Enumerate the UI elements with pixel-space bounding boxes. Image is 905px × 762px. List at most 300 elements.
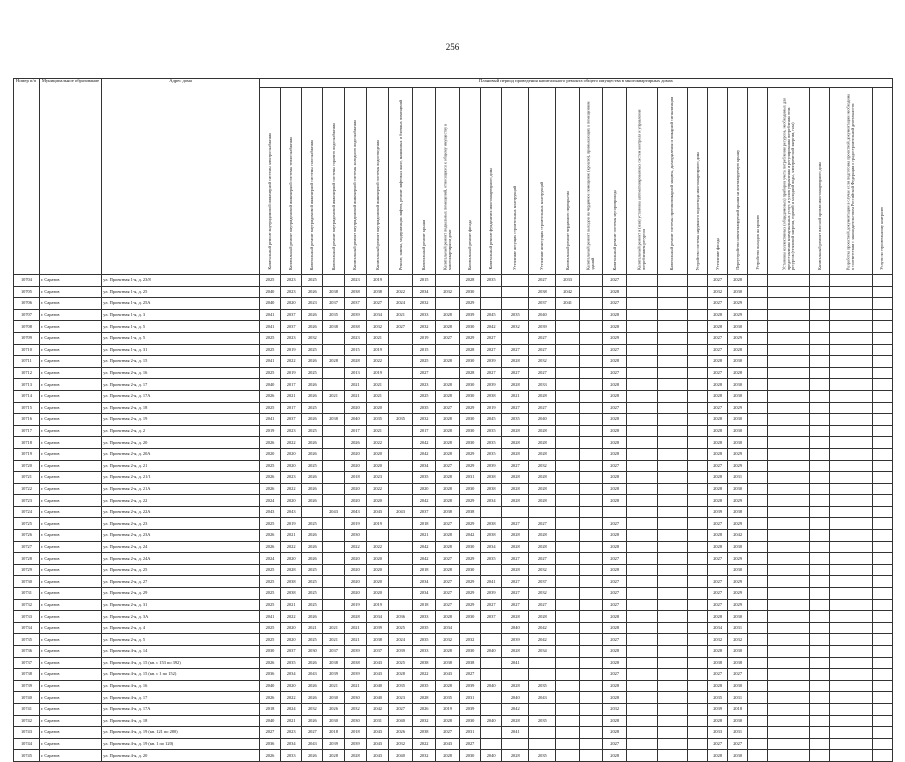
cell-year: 2042 xyxy=(366,703,388,715)
cell-year xyxy=(657,448,688,460)
cell-year: 2025 xyxy=(302,576,323,588)
cell-year xyxy=(830,669,872,681)
cell-year: 2030 xyxy=(728,715,748,727)
cell-year xyxy=(830,692,872,704)
cell-address: ул. Проектная 2-я, д. 18 xyxy=(102,402,260,414)
cell-year xyxy=(389,448,413,460)
cell-year: 2028 xyxy=(502,541,529,553)
cell-year xyxy=(603,506,627,518)
header-address: Адрес дома xyxy=(102,79,260,275)
cell-year xyxy=(657,611,688,623)
cell-year xyxy=(688,541,708,553)
cell-number: 10745 xyxy=(14,750,40,762)
cell-year xyxy=(688,367,708,379)
cell-year xyxy=(657,402,688,414)
cell-year xyxy=(556,553,580,565)
cell-year: 2035 xyxy=(529,715,556,727)
cell-year: 2030 xyxy=(459,611,480,623)
table-row xyxy=(14,379,893,391)
cell-year xyxy=(768,298,810,310)
cell-year: 2028 xyxy=(603,379,627,391)
cell-year: 2030 xyxy=(459,715,480,727)
cell-year xyxy=(626,425,657,437)
cell-year: 2030 xyxy=(728,680,748,692)
cell-year: 2036 xyxy=(389,611,413,623)
cell-year xyxy=(389,541,413,553)
cell-year xyxy=(389,390,413,402)
cell-year: 2039 xyxy=(529,321,556,333)
cell-year xyxy=(872,495,892,507)
cell-year: 2015 xyxy=(344,344,366,356)
cell-municipality: г. Саратов xyxy=(39,646,101,658)
cell-year xyxy=(579,390,603,402)
cell-year xyxy=(748,460,768,472)
cell-year: 2029 xyxy=(728,460,748,472)
cell-year: 2028 xyxy=(603,390,627,402)
cell-year: 2023 xyxy=(281,727,302,739)
cell-year: 2035 xyxy=(529,750,556,762)
cell-year xyxy=(748,390,768,402)
cell-year: 2026 xyxy=(302,448,323,460)
cell-year: 2028 xyxy=(603,495,627,507)
cell-year xyxy=(748,298,768,310)
cell-year: 2028 xyxy=(436,564,460,576)
cell-year: 2042 xyxy=(412,448,436,460)
cell-year: 2028 xyxy=(502,356,529,368)
cell-year xyxy=(323,460,344,472)
cell-year xyxy=(657,564,688,576)
cell-year: 2039 xyxy=(459,703,480,715)
cell-year: 2017 xyxy=(281,379,302,391)
cell-year: 2020 xyxy=(366,564,388,576)
cell-year xyxy=(688,332,708,344)
cell-year: 2027 xyxy=(502,588,529,600)
cell-year: 2038 xyxy=(344,657,366,669)
cell-year xyxy=(626,332,657,344)
cell-year xyxy=(626,703,657,715)
cell-year xyxy=(579,332,603,344)
cell-year: 2029 xyxy=(459,518,480,530)
cell-year: 2037 xyxy=(344,298,366,310)
cell-year: 2029 xyxy=(459,576,480,588)
cell-year: 2027 xyxy=(412,367,436,379)
cell-number: 10728 xyxy=(14,553,40,565)
cell-municipality: г. Саратов xyxy=(39,321,101,333)
cell-year: 2028 xyxy=(603,750,627,762)
cell-year: 2042 xyxy=(481,321,502,333)
cell-address: ул. Проектная 2-я, д. 24А xyxy=(102,553,260,565)
cell-year xyxy=(657,483,688,495)
cell-year: 2040 xyxy=(389,750,413,762)
cell-year: 2021 xyxy=(281,530,302,542)
cell-year: 2039 xyxy=(344,309,366,321)
cell-year xyxy=(768,553,810,565)
cell-year xyxy=(830,564,872,576)
cell-year xyxy=(579,657,603,669)
cell-year: 2038 xyxy=(459,657,480,669)
cell-year xyxy=(810,402,830,414)
cell-year xyxy=(872,286,892,298)
cell-year: 2025 xyxy=(259,576,280,588)
cell-address: ул. Проектная 1-я, д. 31 xyxy=(102,344,260,356)
cell-year: 2029 xyxy=(603,332,627,344)
cell-year: 2040 xyxy=(502,692,529,704)
cell-number: 10718 xyxy=(14,437,40,449)
cell-year: 2023 xyxy=(281,332,302,344)
cell-address: ул. Проектная 2-я, д. 19 xyxy=(102,414,260,426)
cell-year xyxy=(810,298,830,310)
cell-year xyxy=(748,599,768,611)
cell-number: 10739 xyxy=(14,680,40,692)
cell-year xyxy=(556,518,580,530)
cell-year xyxy=(502,506,529,518)
cell-year xyxy=(688,518,708,530)
header-work-type xyxy=(748,88,768,275)
cell-year: 2032 xyxy=(412,298,436,310)
header-work-type-label: Разработка проектной документации в случае если подготовка проектной документации необходима в соответствии с законодательством Российской Федерации о градостроительной деятельности xyxy=(845,94,856,270)
cell-year xyxy=(748,553,768,565)
cell-year: 2019 xyxy=(436,703,460,715)
cell-year: 2027 xyxy=(728,669,748,681)
header-work-type-label: Утепление фасада xyxy=(714,238,720,270)
cell-year: 2038 xyxy=(344,321,366,333)
cell-year: 2026 xyxy=(302,553,323,565)
cell-year: 2028 xyxy=(603,727,627,739)
header-number: Номер п/п xyxy=(14,79,40,275)
cell-year: 2027 xyxy=(708,460,728,472)
cell-year: 2021 xyxy=(502,390,529,402)
cell-year: 2027 xyxy=(708,576,728,588)
cell-year: 2042 xyxy=(529,622,556,634)
cell-year xyxy=(872,611,892,623)
cell-year: 2022 xyxy=(366,483,388,495)
cell-year xyxy=(810,692,830,704)
header-work-type-label: Капитальный ремонт фундамента многоквартирного дома xyxy=(487,168,493,270)
cell-year: 2028 xyxy=(436,646,460,658)
cell-year: 2042 xyxy=(728,530,748,542)
cell-year xyxy=(810,715,830,727)
cell-year: 2027 xyxy=(436,553,460,565)
cell-year xyxy=(748,530,768,542)
cell-year xyxy=(688,738,708,750)
cell-year xyxy=(748,611,768,623)
cell-year xyxy=(688,564,708,576)
cell-year xyxy=(688,611,708,623)
cell-year: 2026 xyxy=(259,657,280,669)
cell-year xyxy=(481,669,502,681)
table-row xyxy=(14,669,893,681)
cell-address: ул. Проектная 4-я, д. 14 xyxy=(102,646,260,658)
table-row xyxy=(14,541,893,553)
cell-number: 10724 xyxy=(14,506,40,518)
cell-year xyxy=(626,576,657,588)
cell-year: 2039 xyxy=(366,622,388,634)
cell-year: 2027 xyxy=(708,738,728,750)
cell-year: 2028 xyxy=(603,437,627,449)
cell-municipality: г. Саратов xyxy=(39,680,101,692)
cell-year xyxy=(579,738,603,750)
cell-year: 2032 xyxy=(502,321,529,333)
cell-year xyxy=(830,414,872,426)
cell-year xyxy=(810,727,830,739)
header-work-type xyxy=(481,88,502,275)
cell-number: 10721 xyxy=(14,472,40,484)
cell-year: 2042 xyxy=(529,634,556,646)
cell-year xyxy=(556,646,580,658)
cell-year: 2028 xyxy=(459,367,480,379)
cell-year: 2025 xyxy=(259,332,280,344)
cell-year xyxy=(872,425,892,437)
cell-year: 2021 xyxy=(323,634,344,646)
cell-year xyxy=(688,669,708,681)
cell-year: 2028 xyxy=(603,564,627,576)
header-municipality: Муниципальное образование xyxy=(39,79,101,275)
cell-year: 2021 xyxy=(366,379,388,391)
cell-year xyxy=(810,332,830,344)
header-work-type xyxy=(259,88,280,275)
cell-year xyxy=(579,379,603,391)
cell-municipality: г. Саратов xyxy=(39,634,101,646)
cell-number: 10708 xyxy=(14,321,40,333)
cell-year: 2023 xyxy=(281,425,302,437)
cell-year: 2026 xyxy=(259,483,280,495)
cell-year xyxy=(323,599,344,611)
cell-year xyxy=(626,448,657,460)
cell-year: 2045 xyxy=(481,414,502,426)
cell-year: 2026 xyxy=(302,530,323,542)
cell-year: 2029 xyxy=(728,448,748,460)
cell-year: 2027 xyxy=(708,588,728,600)
cell-year: 2020 xyxy=(281,448,302,460)
header-work-type-label: Капитальный ремонт системы мусоропровода xyxy=(611,189,617,270)
cell-year: 2037 xyxy=(281,414,302,426)
cell-year: 2025 xyxy=(302,344,323,356)
cell-year: 2019 xyxy=(481,402,502,414)
cell-year: 2030 xyxy=(459,379,480,391)
header-work-type xyxy=(830,88,872,275)
cell-year xyxy=(810,506,830,518)
cell-year: 2028 xyxy=(708,379,728,391)
cell-year: 2037 xyxy=(323,646,344,658)
cell-year xyxy=(323,518,344,530)
cell-year: 2040 xyxy=(481,750,502,762)
cell-address: ул. Проектная 2-я, д. 20А xyxy=(102,448,260,460)
cell-year: 2029 xyxy=(728,553,748,565)
cell-year xyxy=(872,367,892,379)
cell-year xyxy=(579,646,603,658)
header-work-type-label: Установка коллективных (общедомовых) приборов учета потребления ресурсов, необходимых для предоставления коммунальных услуг, и узлов управления и регулирования потребления этих ресурсов (тепловой энергии, горячей и холодной воды, электрической энергии, газа) xyxy=(781,98,795,270)
cell-year: 2024 xyxy=(389,298,413,310)
cell-year xyxy=(830,703,872,715)
cell-year: 2027 xyxy=(502,460,529,472)
cell-year xyxy=(688,588,708,600)
cell-year xyxy=(389,576,413,588)
cell-year: 2028 xyxy=(344,356,366,368)
cell-year: 2034 xyxy=(412,576,436,588)
cell-year: 2021 xyxy=(281,715,302,727)
cell-year: 2030 xyxy=(459,356,480,368)
cell-year xyxy=(688,750,708,762)
cell-year: 2031 xyxy=(728,692,748,704)
cell-year: 2027 xyxy=(603,298,627,310)
cell-number: 10709 xyxy=(14,332,40,344)
cell-year xyxy=(579,703,603,715)
cell-year xyxy=(830,332,872,344)
cell-municipality: г. Саратов xyxy=(39,506,101,518)
cell-year: 2028 xyxy=(436,309,460,321)
cell-year xyxy=(688,298,708,310)
cell-year: 2026 xyxy=(302,437,323,449)
cell-year: 2030 xyxy=(728,750,748,762)
cell-year: 2028 xyxy=(281,564,302,576)
cell-year: 2030 xyxy=(728,564,748,576)
cell-year xyxy=(323,437,344,449)
cell-year: 2026 xyxy=(259,390,280,402)
table-row xyxy=(14,344,893,356)
table-row xyxy=(14,738,893,750)
cell-year: 2032 xyxy=(708,634,728,646)
cell-year: 2040 xyxy=(259,379,280,391)
cell-year xyxy=(872,309,892,321)
cell-year: 2041 xyxy=(259,309,280,321)
cell-year: 2021 xyxy=(366,332,388,344)
cell-year xyxy=(688,414,708,426)
cell-year: 2030 xyxy=(459,646,480,658)
cell-year: 2028 xyxy=(603,530,627,542)
cell-year xyxy=(626,356,657,368)
cell-year xyxy=(323,576,344,588)
cell-year xyxy=(748,541,768,553)
cell-address: ул. Проектная 2-я, д. 2 xyxy=(102,425,260,437)
cell-year xyxy=(389,275,413,287)
cell-year xyxy=(688,356,708,368)
cell-year: 2035 xyxy=(481,553,502,565)
cell-year xyxy=(389,553,413,565)
table-row xyxy=(14,750,893,762)
cell-number: 10732 xyxy=(14,599,40,611)
cell-year xyxy=(688,530,708,542)
cell-year xyxy=(657,588,688,600)
cell-year: 2025 xyxy=(302,275,323,287)
cell-year: 2028 xyxy=(728,367,748,379)
cell-year: 2020 xyxy=(344,483,366,495)
cell-year xyxy=(748,275,768,287)
cell-year xyxy=(556,692,580,704)
cell-year xyxy=(481,657,502,669)
cell-year: 2023 xyxy=(344,275,366,287)
cell-year: 2040 xyxy=(366,680,388,692)
cell-year xyxy=(389,483,413,495)
cell-year: 2030 xyxy=(728,483,748,495)
cell-address: ул. Проектная 2-я, д. 15 xyxy=(102,356,260,368)
cell-year xyxy=(657,425,688,437)
cell-year: 2027 xyxy=(529,332,556,344)
cell-year: 2034 xyxy=(436,622,460,634)
cell-year: 2030 xyxy=(728,286,748,298)
cell-year: 2041 xyxy=(556,298,580,310)
cell-year: 2027 xyxy=(603,518,627,530)
cell-year: 2043 xyxy=(302,738,323,750)
table-row xyxy=(14,286,893,298)
cell-year xyxy=(556,437,580,449)
cell-year xyxy=(872,321,892,333)
cell-year xyxy=(481,703,502,715)
cell-year xyxy=(748,448,768,460)
header-work-type-label: Устройство системы наружного водоотвода многоквартирного дома xyxy=(694,151,700,270)
cell-year: 2028 xyxy=(436,715,460,727)
cell-year: 2025 xyxy=(259,588,280,600)
cell-municipality: г. Саратов xyxy=(39,367,101,379)
cell-year: 2027 xyxy=(708,344,728,356)
cell-year: 2040 xyxy=(259,680,280,692)
cell-year xyxy=(579,367,603,379)
cell-year xyxy=(768,286,810,298)
cell-year xyxy=(323,495,344,507)
cell-year: 2038 xyxy=(281,588,302,600)
cell-address: ул. Проектная 1-я, д. 25 xyxy=(102,286,260,298)
cell-year: 2030 xyxy=(344,530,366,542)
cell-year xyxy=(481,506,502,518)
header-work-type-label: Капитальный ремонт выходов на чердачное помещение (кровлю), примыкающих к помещениям зданий xyxy=(585,101,596,270)
cell-year xyxy=(626,275,657,287)
cell-year: 2021 xyxy=(366,425,388,437)
cell-address: ул. Проектная 2-я, д. 4 xyxy=(102,622,260,634)
cell-year: 2028 xyxy=(529,472,556,484)
cell-year xyxy=(323,448,344,460)
cell-year xyxy=(502,669,529,681)
cell-year: 2028 xyxy=(502,530,529,542)
cell-year xyxy=(872,646,892,658)
cell-year: 2037 xyxy=(529,298,556,310)
cell-year: 2028 xyxy=(603,657,627,669)
cell-year: 2027 xyxy=(481,367,502,379)
table-row xyxy=(14,518,893,530)
header-work-type-label: Капитальный ремонт внутридомовой инженерной системы электроснабжения xyxy=(266,133,272,270)
cell-year: 2033 xyxy=(556,275,580,287)
cell-year xyxy=(810,321,830,333)
cell-year xyxy=(626,518,657,530)
cell-number: 10733 xyxy=(14,611,40,623)
cell-number: 10711 xyxy=(14,356,40,368)
cell-year xyxy=(626,495,657,507)
cell-year: 2039 xyxy=(459,680,480,692)
cell-year xyxy=(579,414,603,426)
cell-year xyxy=(830,321,872,333)
cell-year: 2039 xyxy=(389,646,413,658)
cell-year: 2026 xyxy=(302,356,323,368)
cell-year xyxy=(872,390,892,402)
cell-year xyxy=(688,448,708,460)
cell-year xyxy=(626,506,657,518)
cell-year xyxy=(768,692,810,704)
cell-year: 2026 xyxy=(389,727,413,739)
cell-year xyxy=(579,680,603,692)
cell-year: 2032 xyxy=(366,321,388,333)
cell-year: 2025 xyxy=(259,460,280,472)
cell-year xyxy=(768,750,810,762)
cell-year xyxy=(830,553,872,565)
cell-year: 2020 xyxy=(281,460,302,472)
cell-year: 2028 xyxy=(344,611,366,623)
cell-year xyxy=(657,727,688,739)
cell-year: 2021 xyxy=(344,680,366,692)
cell-municipality: г. Саратов xyxy=(39,344,101,356)
cell-year xyxy=(657,692,688,704)
cell-year: 2028 xyxy=(708,390,728,402)
cell-year: 2026 xyxy=(302,472,323,484)
cell-year xyxy=(872,344,892,356)
cell-year xyxy=(556,564,580,576)
